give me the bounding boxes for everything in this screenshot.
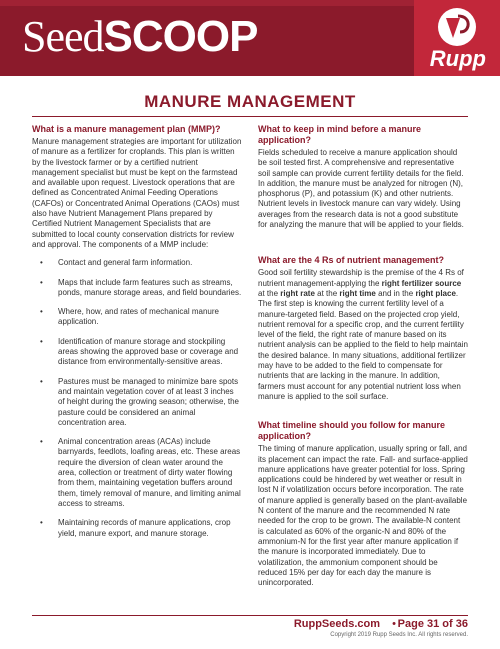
four-rs-heading: What are the 4 Rs of nutrient management? [258,255,445,266]
copyright-notice: Copyright 2019 Rupp Seeds Inc. All rights reserved. [330,632,468,638]
four-rs-body: Good soil fertility stewardship is the premise of the 4 Rs of nutrient management-applying the right fertilizer source at the right rate at the right time and in the right place. The first step is knowing the current fertility level of a manure-targeted field. Based on the projected crop yield, nutrient removal for a specific crop, and the current fertility level of the field, the right rate of manure based on its nutrient analysis can be applied to the field to help maintain the desired balance. In many situations, additional fertilizer may have to be added to the field to compensate for nutrients that are lacking in the manure. In addition, farmers must account for any potential nutrient loss when manure is applied to the soil surface. [258,268,468,401]
page-title: MANURE MANAGEMENT [144,92,356,111]
footer-separator: • [392,618,396,630]
bullet-icon: • [40,336,43,346]
timeline-heading: What timeline should you follow for manure application? [258,420,446,442]
mmp-component-list [32,258,242,539]
bullet-icon: • [40,277,43,287]
bullet-icon: • [40,307,43,317]
list-item: • Maps that include farm features such as streams, ponds, manure storage areas, and field boundaries. [40,277,242,297]
list-item: • Animal concentration areas (ACAs) include barnyards, feedlots, loafing areas, etc. These areas require the diversion of clean water around the area, collection or treatment of dirty water flowing from them, maintaining vegetation buffers around them, timely removal of manure, and limiting animal access to streams. [40,437,241,508]
list-item: • Where, how, and rates of mechanical manure application. [40,307,219,327]
list-item: • Contact and general farm information. [40,258,193,268]
pre-application-body: Fields scheduled to receive a manure application should be soil tested first. A comprehensive and representative soil sample can provide current fertility details for the field. In addition, the manure must be analyzed for nitrogen (N), phosphorus (P), and potassium (K) and other nutrients. Nutrient levels in livestock manure can vary widely. Using averages from the research data is not a good substitute for analyzing the manure that will be applied to your fields. [258,148,464,230]
website-link[interactable]: RuppSeeds.com [293,618,380,630]
seedscoop-logo [22,12,257,62]
footer-rule [32,615,468,616]
list-item: • Maintaining records of manure applications, crop yield, manure export, and manure storage. [40,518,231,538]
list-item: • Identification of manure storage and stockpiling areas showing the approved base or coverage and distance from environmentally-sensitive areas. [40,336,239,367]
bullet-icon: • [40,437,43,447]
timeline-body: The timing of manure application, usually spring or fall, and its placement can impact the rate. Fall- and surface-applied manure applications have greater potential for loss. Spring applications could be hindered by wet weather or result in lost N if volatilization occurs before incorporation. The rate of manure applied is generally based on the plant-available N content of the manure and the recommended N rate needed for the crop to be grown. The available-N content is calculated as 60% of the organic-N and 80% of the ammonium-N for the first year after manure application if the manure is incorporated immediately. Due to volatilization, the ammonium component should be reduced 15% per day for each day the manure is unincorporated. [258,444,468,588]
bullet-icon: • [40,518,43,528]
rupp-logo-panel [414,0,500,76]
mmp-heading: What is a manure management plan (MMP)? [32,124,221,134]
rupp-brand-name: Rupp [429,46,486,71]
list-item: • Pastures must be managed to minimize bare spots and maintain vegetation cover of at least 3 inches of height during the growing season; otherwise, the pasture could be considered an animal concentration area. [40,376,240,427]
pre-application-heading: What to keep in mind before a manure application? [258,124,422,145]
left-column [32,124,242,548]
header-banner [0,0,500,76]
logo-scoop-text: SCOOP [103,12,258,61]
rupp-emblem-icon [438,8,476,46]
right-column [258,124,468,588]
mmp-intro: Manure management strategies are important for utilization of manure as a fertilizer for croplands. This plan is written by the livestock farmer or by a certified nutrient management specialist but must be kept on the farmstead and available upon request. Livestock operations that are defined as Concentrated Animal Feeding Operations (CAFOs) or Concentrated Animal Operations (CAOs) must also have Nutrient Management Plans prepared by Certified Nutrient Management Specialists that are submitted to local county conservation districts for review and approval. The components of a MMP include: [32,137,242,249]
logo-seed-text: Seed [22,12,104,61]
bullet-icon: • [40,258,43,268]
page-number: Page 31 of 36 [397,618,468,630]
bullet-icon: • [40,376,43,386]
title-rule [32,116,468,117]
